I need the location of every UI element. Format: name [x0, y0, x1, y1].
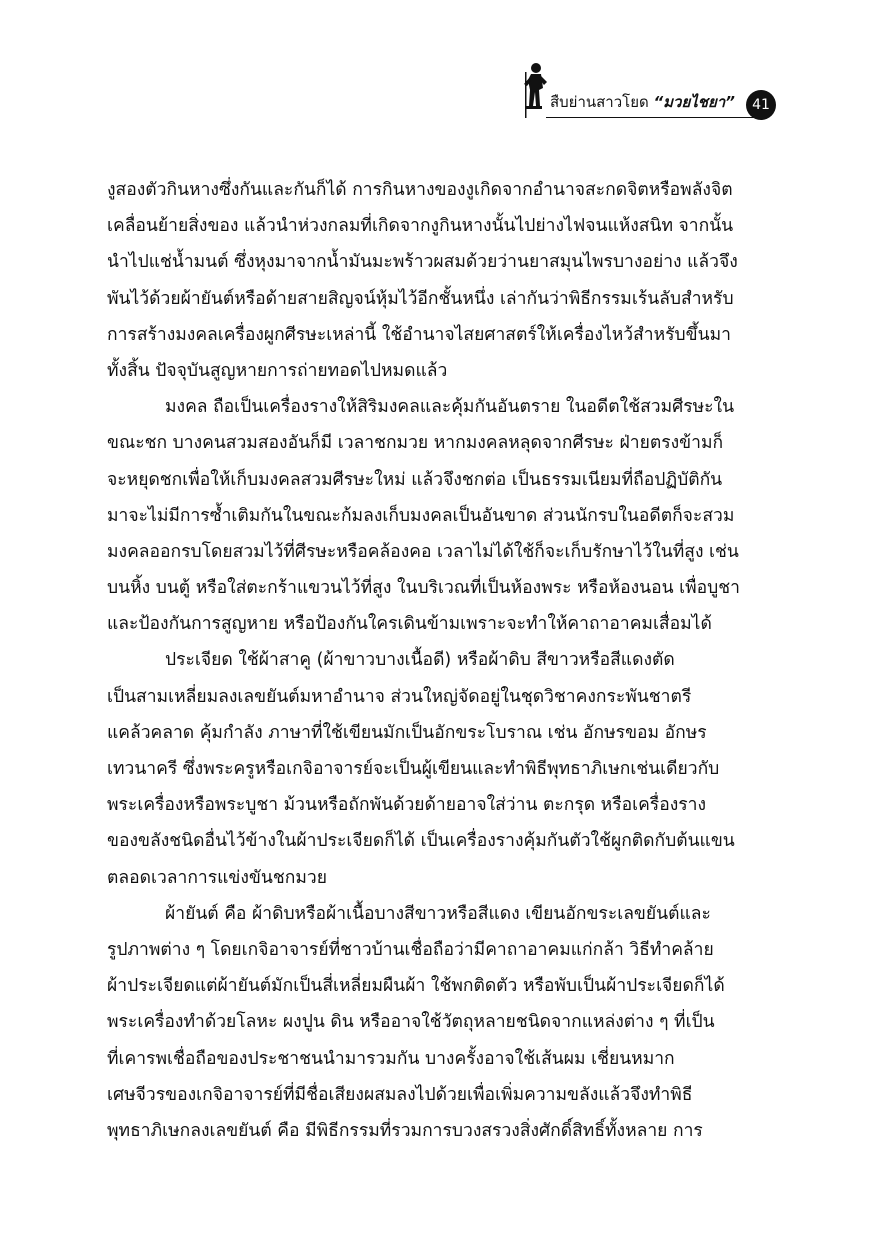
body-line: ที่เคารพเชื่อถือของประชาชนนำมารวมกัน บางครั้งอาจใช้เส้นผม เชี่ยนหมาก [107, 1048, 675, 1069]
body-line: นำไปแช่น้ำมนต์ ซึ่งหุงมาจากน้ำมันมะพร้าวผสมด้วยว่านยาสมุนไพรบางอย่าง แล้วจึง [107, 252, 738, 273]
body-line: พระเครื่องทำด้วยโลหะ ผงปูน ดิน หรืออาจใช้วัตถุหลายชนิดจากแหล่งต่าง ๆ ที่เป็น [107, 1012, 715, 1033]
body-line: ทั้งสิ้น ปัจจุบันสูญหายการถ่ายทอดไปหมดแล้ว [107, 360, 448, 381]
body-line: งูสองตัวกินหางซึ่งกันและกันก็ได้ การกินหางของงูเกิดจากอำนาจสะกดจิตหรือพลังจิต [107, 180, 733, 200]
body-line: ประเจียด ใช้ผ้าสาคู (ผ้าขาวบางเนื้อดี) หรือผ้าดิบ สีขาวหรือสีแดงตัด [165, 650, 675, 671]
body-line: ตลอดเวลาการแข่งขันชกมวย [107, 867, 327, 888]
body-line: ของขลังชนิดอื่นไว้ข้างในผ้าประเจียดก็ได้ เป็นเครื่องรางคุ้มกันตัวใช้ผูกติดกับต้นแขน [107, 831, 735, 852]
body-line: พระเครื่องหรือพระบูชา ม้วนหรือถักพันด้วยด้ายอาจใส่ว่าน ตะกรุด หรือเครื่องราง [107, 795, 707, 816]
body-line: พันไว้ด้วยผ้ายันต์หรือด้ายสายสิญจน์หุ้มไว้อีกชั้นหนึ่ง เล่ากันว่าพิธีกรรมเร้นลับสำหรับ [107, 288, 734, 309]
body-line: การสร้างมงคลเครื่องผูกศีรษะเหล่านี้ ใช้อำนาจไสยศาสตร์ให้เครื่องไหว้สำหรับขึ้นมา [107, 324, 731, 345]
running-header [520, 62, 780, 118]
page-number-badge: 41 [746, 90, 776, 120]
boxer-silhouette-icon [520, 62, 550, 118]
body-line: พุทธาภิเษกลงเลขยันต์ คือ มีพิธีกรรมที่รวมการบวงสรวงสิ่งศักดิ์สิทธิ์ทั้งหลาย การ [107, 1120, 703, 1141]
body-line: เคลื่อนย้ายสิ่งของ แล้วนำห่วงกลมที่เกิดจากงูกินหางนั้นไปย่างไฟจนแห้งสนิท จากนั้น [107, 216, 734, 237]
running-header-title [550, 92, 735, 112]
body-line: แคล้วคลาด คุ้มกำลัง ภาษาที่ใช้เขียนมักเป็นอักขระโบราณ เช่น อักษรขอม อักษร [107, 722, 707, 743]
body-text [107, 172, 775, 1149]
body-line: มงคล ถือเป็นเครื่องรางให้สิริมงคลและคุ้มกันอันตราย ในอดีตใช้สวมศีรษะใน [165, 397, 735, 418]
body-line: ผ้าประเจียดแต่ผ้ายันต์มักเป็นสี่เหลี่ยมผืนผ้า ใช้พกติดตัว หรือพับเป็นผ้าประเจียดก็ได้ [107, 976, 725, 997]
body-line: ขณะชก บางคนสวมสองอันก็มี เวลาชกมวย หากมงคลหลุดจากศีรษะ ฝ่ายตรงข้ามก็ [107, 433, 724, 454]
body-line: เศษจีวรของเกจิอาจารย์ที่มีชื่อเสียงผสมลงไปด้วยเพื่อเพิ่มความขลังแล้วจึงทำพิธี [107, 1084, 693, 1105]
header-title-plain: สืบย่านสาวโยด [550, 93, 654, 111]
body-line: มาจะไม่มีการซ้ำเติมกันในขณะก้มลงเก็บมงคลเป็นอันขาด ส่วนนักรบในอดีตก็จะสวม [107, 505, 735, 526]
body-line: บนหิ้ง บนตู้ หรือใส่ตะกร้าแขวนไว้ที่สูง ในบริเวณที่เป็นห้องพระ หรือห้องนอน เพื่อบูชา [107, 578, 740, 599]
body-line: รูปภาพต่าง ๆ โดยเกจิอาจารย์ที่ชาวบ้านเชื่อถือว่ามีคาถาอาคมแก่กล้า วิธีทำคล้าย [107, 939, 714, 960]
body-line: และป้องกันการสูญหาย หรือป้องกันใครเดินข้ามเพราะจะทำให้คาถาอาคมเสื่อมได้ [107, 614, 712, 635]
body-line: เป็นสามเหลี่ยมลงเลขยันต์มหาอำนาจ ส่วนใหญ่จัดอยู่ในชุดวิชาคงกระพันชาตรี [107, 686, 692, 707]
header-rule [546, 117, 760, 118]
body-line: จะหยุดชกเพื่อให้เก็บมงคลสวมศีรษะใหม่ แล้วจึงชกต่อ เป็นธรรมเนียมที่ถือปฏิบัติกัน [107, 469, 723, 490]
body-line: ผ้ายันต์ คือ ผ้าดิบหรือผ้าเนื้อบางสีขาวหรือสีแดง เขียนอักขระเลขยันต์และ [165, 903, 711, 924]
body-line: เทวนาครี ซึ่งพระครูหรือเกจิอาจารย์จะเป็นผู้เขียนและทำพิธีพุทธาภิเษกเช่นเดียวกับ [107, 759, 720, 779]
header-title-emphasis: “มวยไชยา” [653, 93, 735, 111]
body-line: มงคลออกรบโดยสวมไว้ที่ศีรษะหรือคล้องคอ เวลาไม่ได้ใช้ก็จะเก็บรักษาไว้ในที่สูง เช่น [107, 541, 739, 562]
